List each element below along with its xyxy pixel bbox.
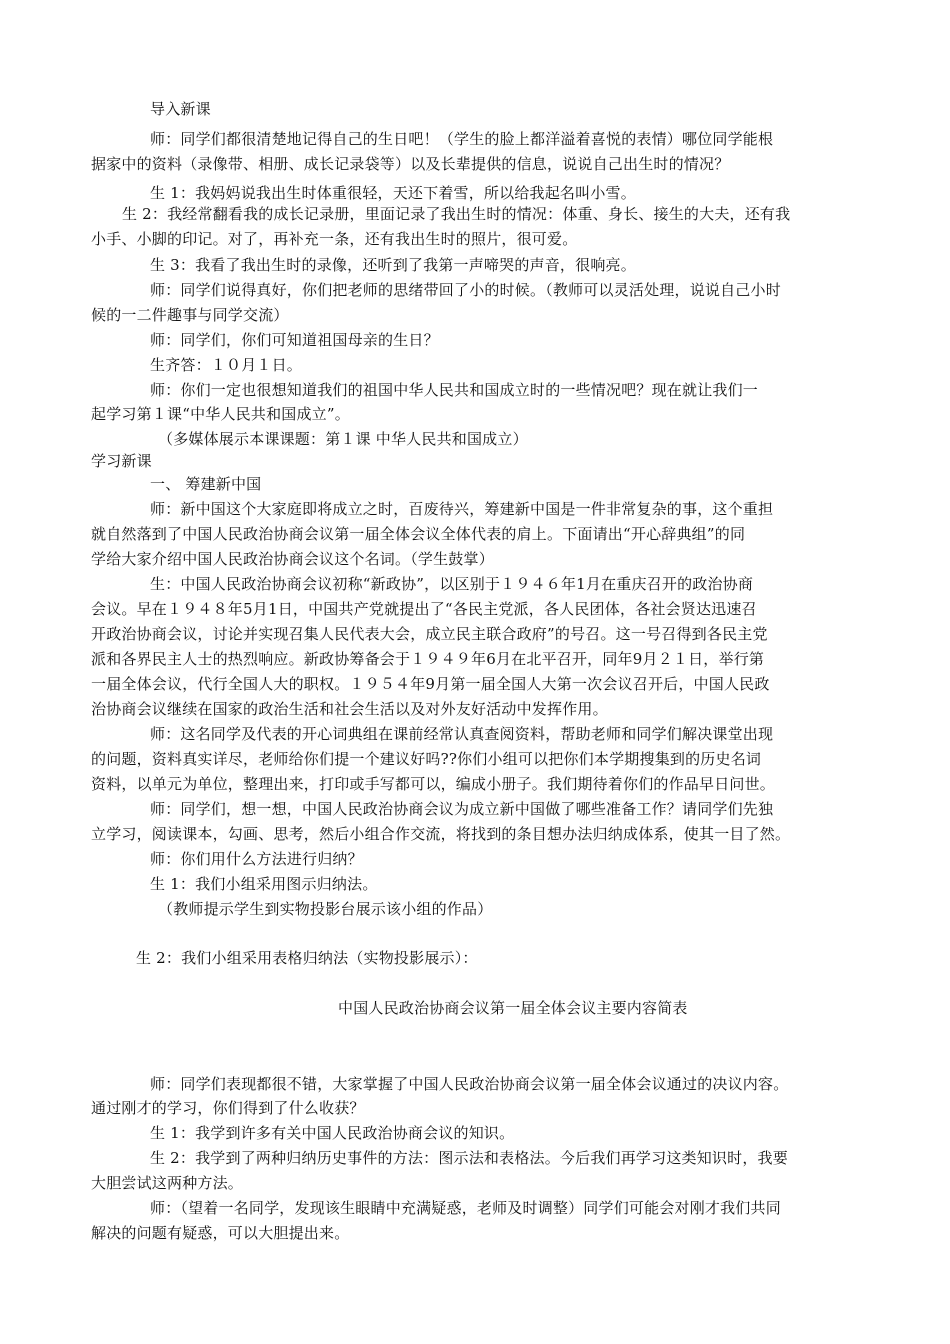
paragraph-line: （多媒体展示本课课题：第１课 中华人民共和国成立）	[158, 430, 528, 448]
paragraph-line: 据家中的资料（录像带、相册、成长记录袋等）以及长辈提供的信息，说说自己出生时的情况？	[91, 155, 730, 173]
paragraph-line: 师：同学们说得真好，你们把老师的思绪带回了小的时候。（教师可以灵活处理，说说自己小时	[150, 281, 781, 299]
paragraph-line: 解决的问题有疑惑，可以大胆提出来。	[91, 1224, 350, 1242]
paragraph-line: 师：这名同学及代表的开心词典组在课前经常认真查阅资料，帮助老师和同学们解决课堂出现	[150, 725, 774, 743]
paragraph-line: 起学习第１课“中华人民共和国成立”。	[91, 405, 350, 423]
section-heading: 导入新课	[150, 100, 211, 118]
paragraph-line: 师：（望着一名同学，发现该生眼睛中充满疑惑，老师及时调整）同学们可能会对刚才我们共同	[150, 1199, 781, 1217]
paragraph-line: 资料，以单元为单位，整理出来，打印或手写都可以，编成小册子。我们期待着你们的作品早日问世。	[91, 775, 776, 793]
paragraph-line: 生 1：我妈妈说我出生时体重很轻，天还下着雪，所以给我起名叫小雪。	[150, 184, 636, 202]
paragraph-line: 师：同学们，想一想，中国人民政治协商会议为成立新中国做了哪些准备工作？请同学们先独	[150, 800, 774, 818]
section-heading: 学习新课	[91, 452, 152, 470]
paragraph-line: 一届全体会议，代行全国人大的职权。１９５４年9月第一届全国人大第一次会议召开后，中国人民政	[91, 675, 770, 693]
paragraph-line: 开政治协商会议，讨论并实现召集人民代表大会，成立民主联合政府”的号召。这一号召得到各民主党	[91, 625, 768, 643]
paragraph-line: 治协商会议继续在国家的政治生活和社会生活以及对外友好活动中发挥作用。	[91, 700, 608, 718]
paragraph-line: 师：你们用什么方法进行归纳？	[150, 850, 363, 868]
paragraph-line: 生 2：我学到了两种归纳历史事件的方法：图示法和表格法。今后我们再学习这类知识时，我要	[150, 1149, 788, 1167]
paragraph-line: 小手、小脚的印记。对了，再补充一条，还有我出生时的照片，很可爱。	[91, 230, 578, 248]
paragraph-line: 立学习，阅读课本，勾画、思考，然后小组合作交流，将找到的条目想办法归纳成体系，使其一目了然。	[91, 825, 791, 843]
table-caption: 中国人民政治协商会议第一届全体会议主要内容简表	[338, 999, 688, 1017]
paragraph-line: （教师提示学生到实物投影台展示该小组的作品）	[158, 900, 493, 918]
paragraph-line: 生齐答：１０月１日。	[150, 356, 303, 374]
paragraph-line: 生 1：我们小组采用图示归纳法。	[150, 875, 378, 893]
paragraph-line: 的问题，资料真实详尽，老师给你们提一个建议好吗??你们小组可以把你们本学期搜集到的历史名词	[91, 750, 762, 768]
paragraph-line: 生 2：我经常翻看我的成长记录册，里面记录了我出生时的情况：体重、身长、接生的大夫，还有我	[122, 205, 791, 223]
subsection-heading: 一、 筹建新中国	[150, 475, 262, 493]
paragraph-line: 师：你们一定也很想知道我们的祖国中华人民共和国成立时的一些情况吧？现在就让我们一	[150, 381, 759, 399]
paragraph-line: 生 2：我们小组采用表格归纳法（实物投影展示）：	[136, 949, 478, 967]
paragraph-line: 师：同学们，你们可知道祖国母亲的生日？	[150, 331, 439, 349]
paragraph-line: 就自然落到了中国人民政治协商会议第一届全体会议全体代表的肩上。下面请出“开心辞典组”的同	[91, 525, 746, 543]
paragraph-line: 会议。早在１９４８年5月1日，中国共产党就提出了“各民主党派，各人民团体，各社会贤达迅速召	[91, 600, 757, 618]
paragraph-line: 师：新中国这个大家庭即将成立之时，百废待兴，筹建新中国是一件非常复杂的事，这个重担	[150, 500, 774, 518]
paragraph-line: 师：同学们都很清楚地记得自己的生日吧！（学生的脸上都洋溢着喜悦的表情）哪位同学能根	[150, 130, 774, 148]
paragraph-line: 通过刚才的学习，你们得到了什么收获？	[91, 1099, 365, 1117]
paragraph-line: 派和各界民主人士的热烈响应。新政协筹备会于１９４９年6月在北平召开，同年9月２１日，举行第	[91, 650, 765, 668]
paragraph-line: 候的一二件趣事与同学交流）	[91, 306, 289, 324]
paragraph-line: 生：中国人民政治协商会议初称“新政协”，以区别于１９４６年1月在重庆召开的政治协商	[150, 575, 754, 593]
paragraph-line: 生 3：我看了我出生时的录像，还听到了我第一声啼哭的声音，很响亮。	[150, 256, 636, 274]
paragraph-line: 师：同学们表现都很不错，大家掌握了中国人民政治协商会议第一届全体会议通过的决议内容。	[150, 1075, 789, 1093]
paragraph-line: 学给大家介绍中国人民政治协商会议这个名词。（学生鼓掌）	[91, 550, 494, 568]
paragraph-line: 大胆尝试这两种方法。	[91, 1174, 244, 1192]
paragraph-line: 生 1：我学到许多有关中国人民政治协商会议的知识。	[150, 1124, 515, 1142]
